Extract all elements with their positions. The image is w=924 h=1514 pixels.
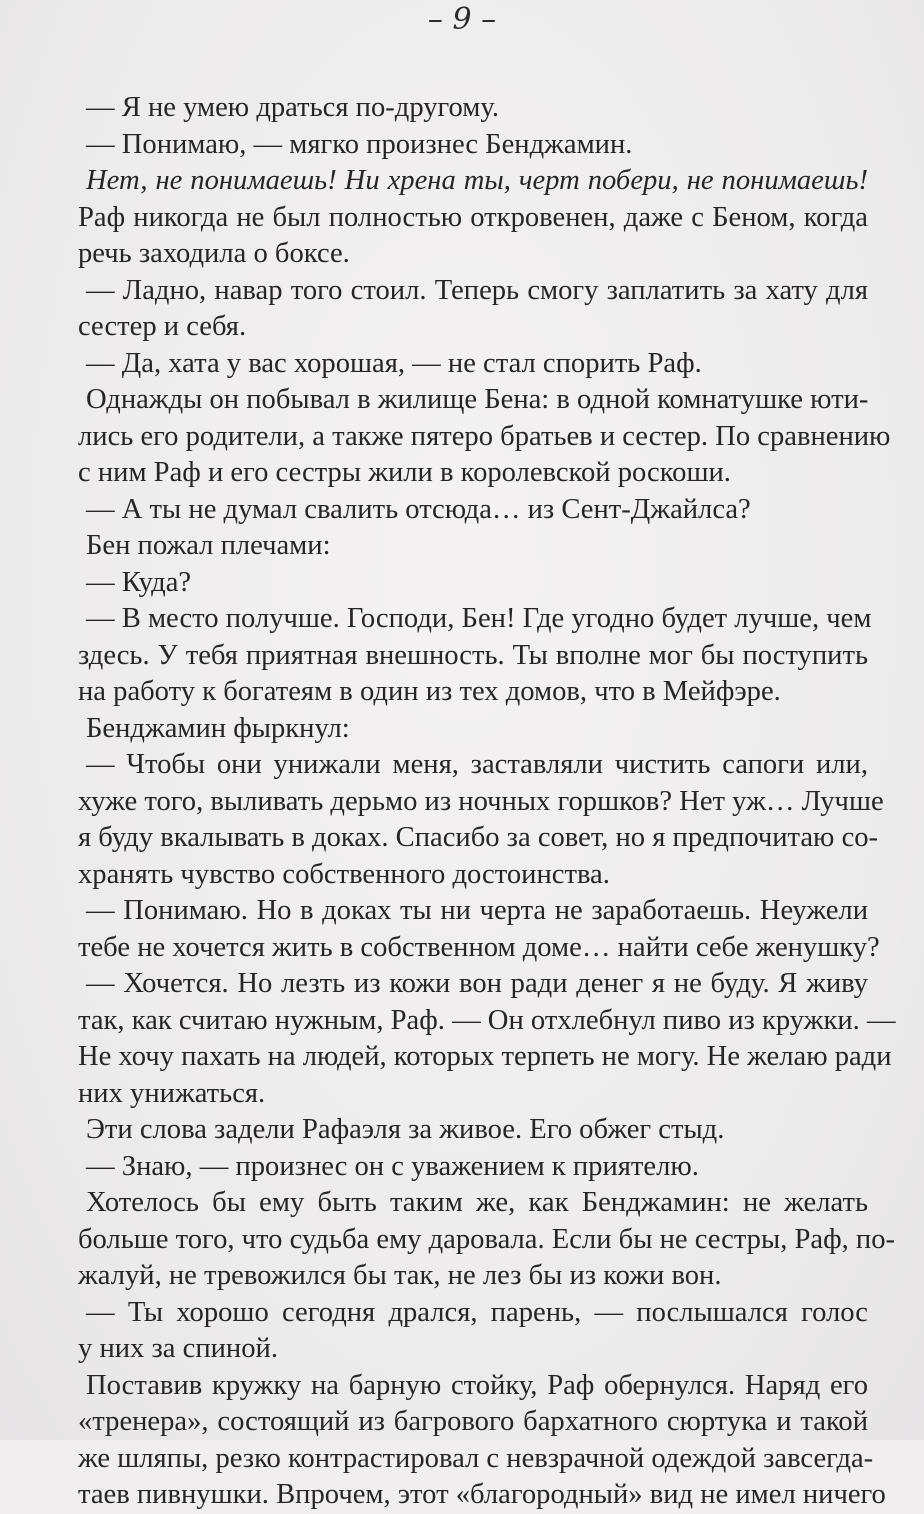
text-line: жалуй, не тревожился бы так, не лез бы из кожи вон. (78, 1260, 722, 1291)
text-line: таев пивнушки. Впрочем, этот «благородный» вид не имел ничего (78, 1479, 886, 1510)
body-text (78, 90, 896, 1514)
text-line: — В место получше. Господи, Бен! Где угодно будет лучше, чем (86, 603, 872, 634)
text-line: Бен пожал плечами: (86, 530, 331, 561)
text-line: них унижаться. (78, 1077, 266, 1109)
text-line: я буду вкалывать в доках. Спасибо за совет, но я предпочитаю со- (78, 822, 879, 853)
text-line: Не хочу пахать на людей, которых терпеть не могу. Не желаю ради (78, 1041, 892, 1072)
text-line: Раф никогда не был полностью откровенен, даже с Беном, когда (78, 201, 868, 233)
text-line: так, как считаю нужным, Раф. — Он отхлебнул пиво из кружки. — (78, 1004, 896, 1036)
text-line: больше того, что судьба ему даровала. Если бы не сестры, Раф, по- (78, 1223, 896, 1255)
text-line: — Ладно, навар того стоил. Теперь смогу заплатить за хату для (86, 274, 868, 306)
text-line: хуже того, выливать дерьмо из ночных горшков? Нет уж… Лучше (78, 785, 884, 817)
text-line: — Понимаю. Но в доках ты ни черта не заработаешь. Неужели (86, 895, 868, 926)
page-number: – 9 – (427, 2, 497, 37)
text-line: сестер и себя. (78, 311, 247, 342)
text-line: — Чтобы они унижали меня, заставляли чистить сапоги или, (86, 749, 868, 780)
text-line: — Да, хата у вас хорошая, — не стал спорить Раф. (86, 347, 702, 379)
text-line: здесь. У тебя приятная внешность. Ты вполне мог бы поступить (78, 639, 868, 671)
text-line: Бенджамин фыркнул: (86, 712, 350, 744)
text-line: — Ты хорошо сегодня дрался, парень, — послышался голос (86, 1296, 868, 1328)
text-line: «тренера», состоящий из багрового бархатного сюртука и такой (78, 1406, 868, 1437)
text-line: Хотелось бы ему быть таким же, как Бенджамин: не желать (86, 1187, 868, 1218)
text-line: — Хочется. Но лезть из кожи вон ради денег я не буду. Я живу (86, 968, 868, 999)
text-line: Нет, не понимаешь! Ни хрена ты, черт побери, не понимаешь! (86, 165, 868, 196)
text-line: речь заходила о боксе. (78, 238, 350, 269)
text-line: же шляпы, резко контрастировал с невзрачной одеждой завсегда- (78, 1442, 874, 1474)
text-line: Однажды он побывал в жилище Бена: в одной комнатушке юти- (86, 384, 869, 415)
text-line: — Понимаю, — мягко произнес Бенджамин. (86, 128, 633, 160)
text-line: — А ты не думал свалить отсюда… из Сент-Джайлса? (86, 493, 751, 525)
text-line: лись его родители, а также пятеро братьев и сестер. По сравнению (78, 420, 891, 452)
text-line: тебе не хочется жить в собственном доме… найти себе женушку? (78, 931, 880, 963)
text-line: с ним Раф и его сестры жили в королевской роскоши. (78, 457, 731, 488)
text-line: Эти слова задели Рафаэля за живое. Его обжег стыд. (86, 1114, 725, 1145)
text-line: у них за спиной. (78, 1333, 278, 1364)
text-line: хранять чувство собственного достоинства. (78, 858, 610, 890)
text-line: — Знаю, — произнес он с уважением к приятелю. (86, 1150, 699, 1182)
text-line: Поставив кружку на барную стойку, Раф обернулся. Наряд его (86, 1369, 868, 1401)
text-line: — Я не умею драться по-другому. (86, 92, 499, 123)
text-line: на работу к богатеям в один из тех домов, что в Мейфэре. (78, 676, 781, 707)
text-line: — Куда? (86, 566, 192, 598)
